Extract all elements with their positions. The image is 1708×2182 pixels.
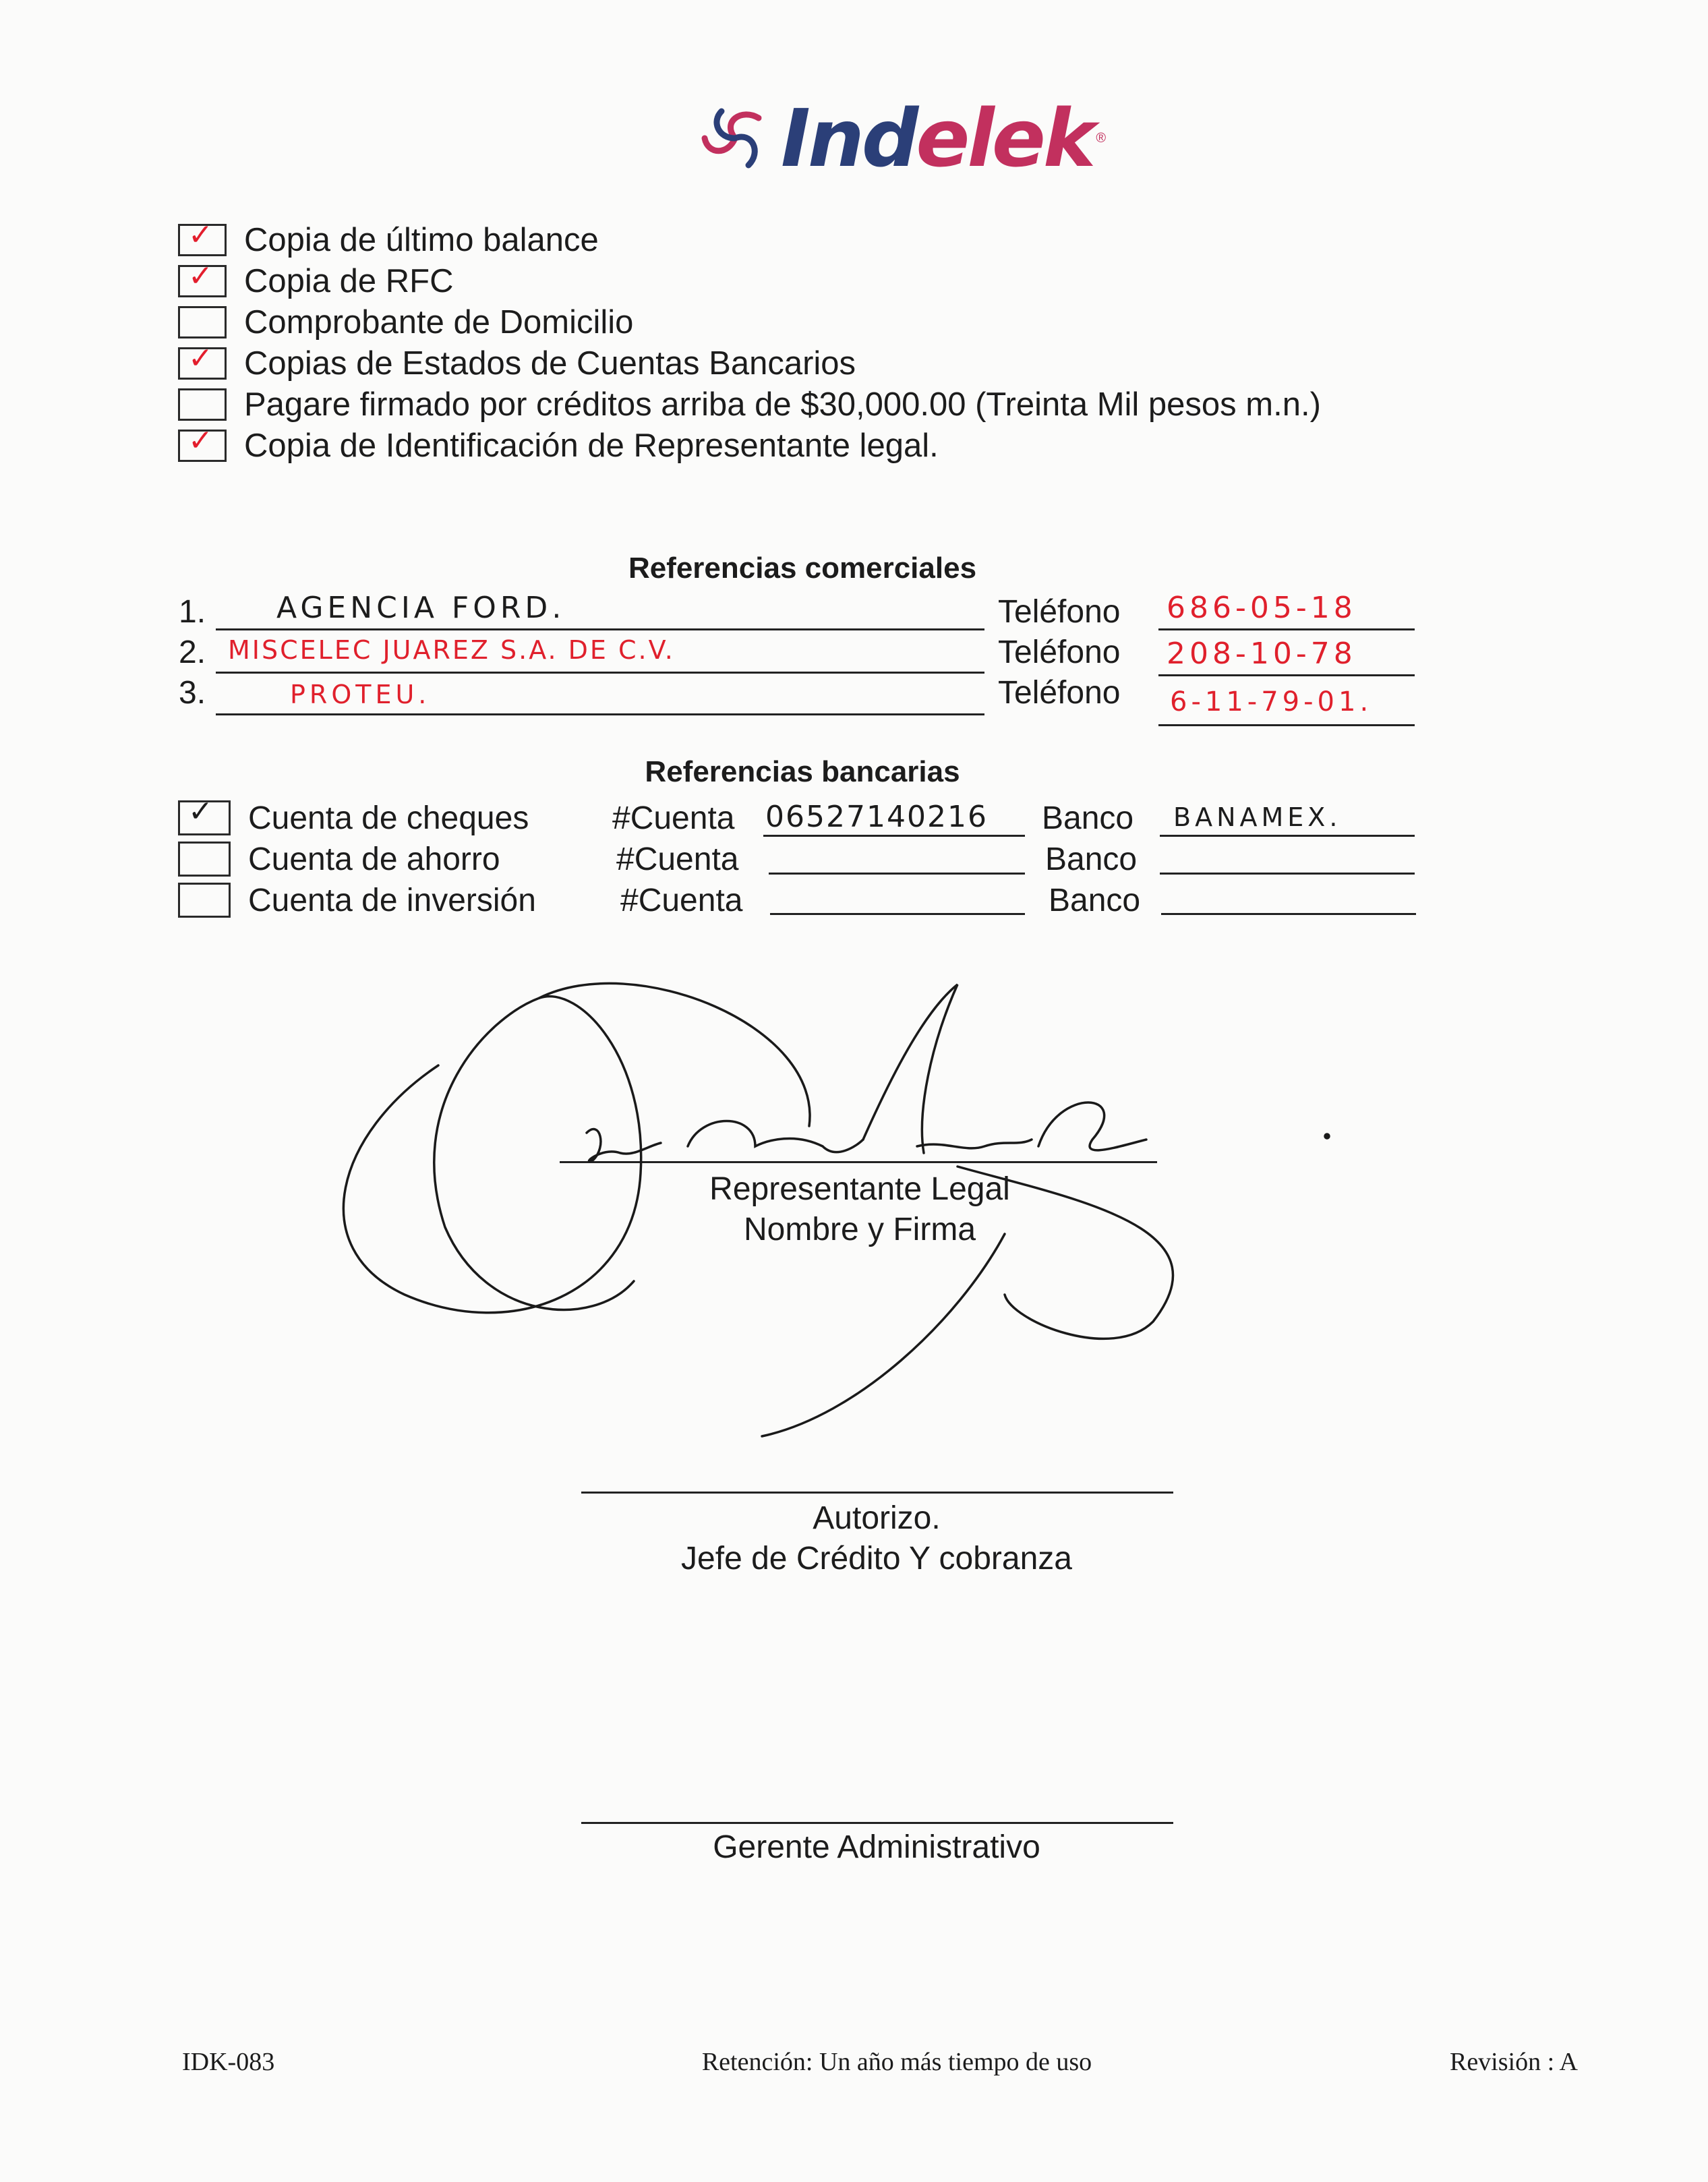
document-code: IDK-083 xyxy=(182,2048,275,2076)
manager-signature-line xyxy=(581,1822,1173,1824)
checklist-label: Copia de Identificación de Representante legal. xyxy=(244,427,939,464)
bank-line xyxy=(1161,913,1416,915)
reference-number: 1. xyxy=(179,594,206,630)
reference-phone[interactable]: 208-10-78 xyxy=(1167,637,1357,671)
checkbox[interactable] xyxy=(178,883,231,918)
reference-name[interactable]: MISCELEC JUAREZ S.A. DE C.V. xyxy=(228,635,675,665)
swirl-icon xyxy=(695,101,775,175)
bank-label: Banco xyxy=(1042,800,1134,836)
representative-subtitle: Nombre y Firma xyxy=(743,1212,976,1247)
checklist-label: Copia de último balance xyxy=(244,222,599,258)
account-line xyxy=(763,835,1025,837)
checkbox[interactable] xyxy=(178,260,227,297)
bank-row xyxy=(178,879,536,921)
checklist-item xyxy=(178,343,856,384)
account-type: Cuenta de inversión xyxy=(248,882,536,918)
reference-name-line xyxy=(216,672,984,674)
bank-label: Banco xyxy=(1045,842,1138,877)
account-type: Cuenta de ahorro xyxy=(248,841,500,877)
phone-line xyxy=(1158,674,1415,676)
account-line xyxy=(769,873,1025,875)
check-mark-icon: ✓ xyxy=(188,795,213,828)
authorization-subtitle: Jefe de Crédito Y cobranza xyxy=(681,1541,1072,1576)
checkbox[interactable] xyxy=(178,306,227,338)
bank-label: Banco xyxy=(1049,883,1141,918)
phone-line xyxy=(1158,628,1415,630)
bank-references-heading: Referencias bancarias xyxy=(645,755,960,788)
manager-title: Gerente Administrativo xyxy=(713,1829,1040,1865)
phone-label: Teléfono xyxy=(998,594,1121,630)
account-label: #Cuenta xyxy=(620,883,743,918)
checklist-item xyxy=(178,384,1321,425)
checkbox[interactable] xyxy=(178,842,231,877)
checklist-label: Copia de RFC xyxy=(244,263,454,299)
checkbox[interactable] xyxy=(178,424,227,462)
reference-name[interactable]: AGENCIA FORD. xyxy=(276,591,566,625)
bank-row xyxy=(178,797,529,839)
check-mark-icon: ✓ xyxy=(188,260,213,293)
checklist-label: Pagare firmado por créditos arriba de $30,000.00 (Treinta Mil pesos m.n.) xyxy=(244,386,1321,423)
check-mark-icon: ✓ xyxy=(188,424,213,457)
account-type: Cuenta de cheques xyxy=(248,800,529,836)
check-mark-icon: ✓ xyxy=(188,342,213,375)
retention-note: Retención: Un año más tiempo de uso xyxy=(701,2048,1092,2076)
checklist-item xyxy=(178,425,939,467)
account-line xyxy=(770,913,1025,915)
checklist-label: Copias de Estados de Cuentas Bancarios xyxy=(244,345,856,382)
account-number[interactable]: 06527140216 xyxy=(765,800,988,834)
checkbox[interactable] xyxy=(178,795,231,835)
checkbox[interactable] xyxy=(178,218,227,256)
account-label: #Cuenta xyxy=(616,842,739,877)
checkbox[interactable] xyxy=(178,388,227,421)
reference-name[interactable]: PROTEU. xyxy=(290,680,431,709)
reference-phone[interactable]: 686-05-18 xyxy=(1167,591,1357,625)
phone-label: Teléfono xyxy=(998,635,1121,670)
authorization-signature-line xyxy=(581,1492,1173,1494)
reference-name-line xyxy=(216,628,984,630)
reference-name-line xyxy=(216,713,984,715)
registered-mark: ® xyxy=(1096,130,1107,146)
bank-name[interactable]: BANAMEX. xyxy=(1173,802,1342,832)
checkbox[interactable] xyxy=(178,342,227,380)
reference-number: 2. xyxy=(179,635,206,670)
reference-number: 3. xyxy=(179,675,206,711)
logo-wordmark: Indelek xyxy=(781,92,1094,185)
commercial-references-heading: Referencias comerciales xyxy=(628,552,977,585)
checklist-item xyxy=(178,301,633,343)
bank-row xyxy=(178,838,500,880)
checklist-item xyxy=(178,219,599,261)
bank-line xyxy=(1160,835,1415,837)
authorization-title: Autorizo. xyxy=(813,1500,941,1536)
phone-line xyxy=(1158,724,1415,726)
check-mark-icon: ✓ xyxy=(188,218,213,252)
revision-label: Revisión : A xyxy=(1449,2048,1578,2076)
representative-title: Representante Legal xyxy=(709,1171,1010,1207)
indelek-logo xyxy=(695,88,1106,189)
bank-line xyxy=(1160,873,1415,875)
phone-label: Teléfono xyxy=(998,675,1121,711)
checklist-item xyxy=(178,260,453,302)
reference-phone[interactable]: 6-11-79-01. xyxy=(1170,686,1373,717)
checklist-label: Comprobante de Domicilio xyxy=(244,304,634,341)
account-label: #Cuenta xyxy=(612,800,735,836)
